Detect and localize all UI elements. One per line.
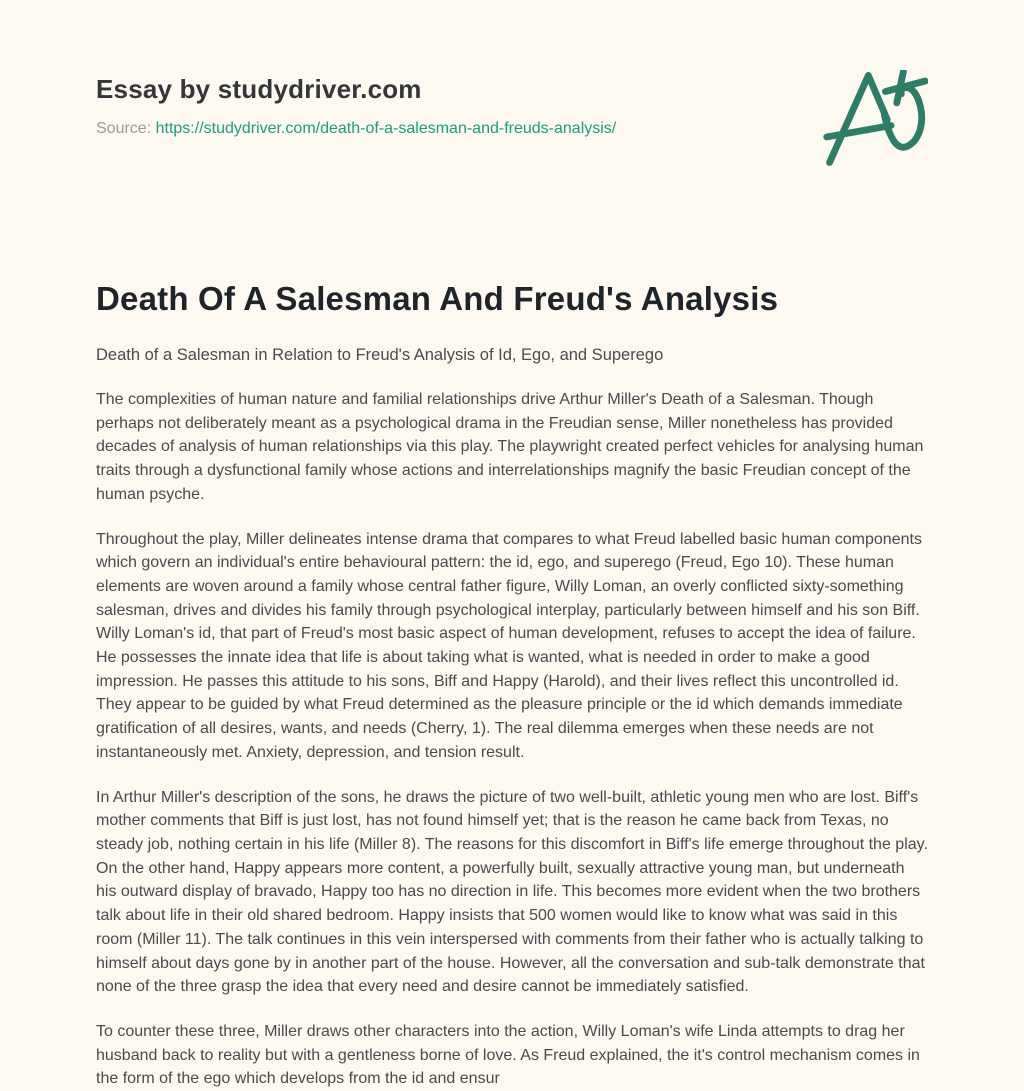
source-label: Source: xyxy=(96,120,152,138)
header-text-block xyxy=(96,74,616,141)
essay-paragraph-1: The complexities of human nature and familial relationships drive Arthur Miller's Death of a Salesman. Though perhaps not deliberately meant as a psychological drama in the Freudian sense, Miller nonetheless has provided decades of analysis of human relationships via this play. The playwright created perfect vehicles for analysing human traits through a dysfunctional family whose actions and interrelationships magnify the basic Freudian concept of the human psyche. xyxy=(96,391,924,503)
essay-body xyxy=(96,280,928,1091)
studydriver-a-plus-logo-icon xyxy=(822,70,928,166)
source-link[interactable]: https://studydriver.com/death-of-a-salesman-and-freuds-analysis/ xyxy=(155,120,617,138)
essay-title: Death Of A Salesman And Freud's Analysis xyxy=(96,280,779,317)
essay-paragraph-3: In Arthur Miller's description of the sons, he draws the picture of two well-built, athletic young men who are lost. Biff's mother comments that Biff is just lost, has not found himself yet; that is the reason he came back from Texas, no steady job, nothing certain in his life (Miller 8). The reasons for this discomfort in Biff's life emerge throughout the play. On the other hand, Happy appears more content, a powerfully built, sexually attractive young man, but underneath his outward display of bravado, Happy too has no direction in life. This becomes more evident when the two brothers talk about life in their old shared bedroom. Happy insists that 500 women would like to know what was said in this room (Miller 11). The talk continues in this vein interspersed with comments from their father who is actually talking to himself about days gone by in another part of the house. However, all the conversation and sub-talk demonstrate that none of the three grasp the idea that every need and desire cannot be immediately satisfied. xyxy=(96,788,928,996)
essay-paragraph-2: Throughout the play, Miller delineates intense drama that compares to what Freud labelled basic human components which govern an individual's entire behavioural pattern: the id, ego, and superego (Freud, Ego 10). These human elements are woven around a family whose central father figure, Willy Loman, an overly conflicted sixty-something salesman, drives and divides his family through psychological interplay, particularly between himself and his son Biff. Willy Loman's id, that part of Freud's most basic aspect of human development, refuses to accept the idea of failure. He possesses the innate idea that life is about taking what is wanted, what is needed in order to make a good impression. He passes this attitude to his sons, Biff and Happy (Harold), and their lives reflect this uncontrolled id. They appear to be guided by what Freud determined as the pleasure principle or the id which demands immediate gratification of all desires, wants, and needs (Cherry, 1). The real dilemma emerges when these needs are not instantaneously met. Anxiety, depression, and tension result. xyxy=(96,530,922,761)
page-header xyxy=(96,74,928,166)
source-line xyxy=(96,118,616,140)
page-title: Essay by studydriver.com xyxy=(96,74,422,104)
essay-paragraph-4: To counter these three, Miller draws other characters into the action, Willy Loman's wife Linda attempts to drag her husband back to reality but with a gentleness borne of love. As Freud explained, the it's control mechanism comes in the form of the ego which develops from the id and ensur xyxy=(96,1022,920,1088)
essay-subtitle: Death of a Salesman in Relation to Freud's Analysis of Id, Ego, and Superego xyxy=(96,345,664,364)
